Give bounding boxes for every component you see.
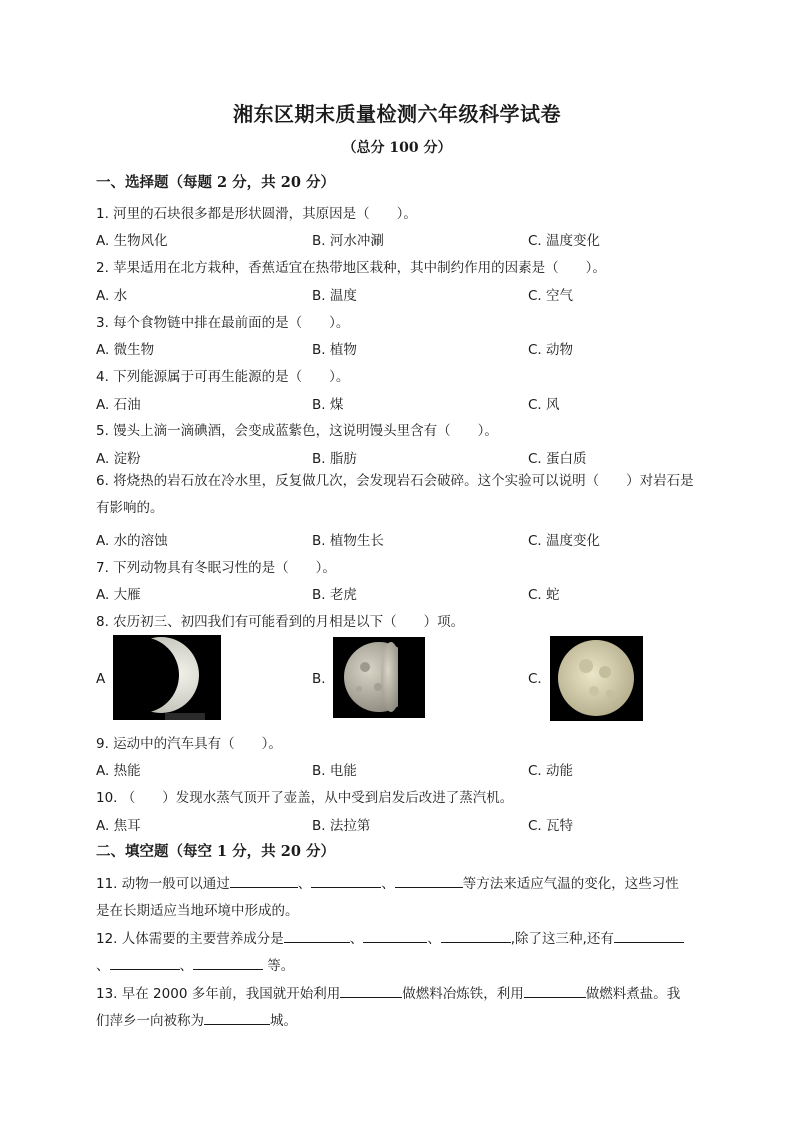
fill-11-sep-1: 、 — [297, 876, 312, 892]
question-stem-8: 8. 农历初三、初四我们有可能看到的月相是以下（ ）项。 — [96, 614, 465, 630]
option-5-c: C. 蛋白质 — [528, 451, 587, 467]
fill-question-11 — [96, 872, 679, 892]
question-stem-4: 4. 下列能源属于可再生能源的是（ ）。 — [96, 369, 350, 385]
half-moon-icon — [333, 637, 425, 718]
option-8-c: C. — [528, 671, 542, 687]
option-2-c: C. 空气 — [528, 288, 574, 304]
question-stem-2: 2. 苹果适用在北方栽种，香蕉适宜在热带地区栽种，其中制约作用的因素是（ ）。 — [96, 260, 606, 276]
fill-11-line-2: 是在长期适应当地环境中形成的。 — [96, 903, 299, 919]
option-10-c: C. 瓦特 — [528, 818, 574, 834]
fill-12-sep-1: 、 — [349, 931, 364, 947]
option-2-a: A. 水 — [96, 288, 128, 304]
option-7-b: B. 老虎 — [312, 587, 357, 603]
question-stem-3: 3. 每个食物链中排在最前面的是（ ）。 — [96, 315, 350, 331]
section-heading-fill: 二、填空题（每空 1 分，共 20 分） — [96, 843, 335, 860]
fill-12-sep-3: 、 — [179, 958, 193, 974]
question-stem-9: 9. 运动中的汽车具有（ ）。 — [96, 736, 282, 752]
answer-blank[interactable] — [193, 955, 263, 970]
option-5-b: B. 脂肪 — [312, 451, 357, 467]
option-7-a: A. 大雁 — [96, 587, 141, 603]
answer-blank[interactable] — [524, 983, 586, 998]
fill-11-sep-2: 、 — [381, 876, 395, 892]
fill-13-text-c: 做燃料煮盐。我 — [585, 986, 681, 1002]
answer-blank[interactable] — [230, 873, 298, 888]
option-7-c: C. 蛇 — [528, 587, 560, 603]
option-6-a: A. 水的溶蚀 — [96, 533, 168, 549]
option-4-b: B. 煤 — [312, 397, 344, 413]
option-10-b: B. 法拉第 — [312, 818, 371, 834]
question-stem-7: 7. 下列动物具有冬眠习性的是（ ）。 — [96, 560, 336, 576]
fill-13-line-2 — [96, 1009, 297, 1029]
crescent-moon-icon — [113, 635, 221, 720]
option-9-c: C. 动能 — [528, 763, 574, 779]
option-4-c: C. 风 — [528, 397, 560, 413]
answer-blank[interactable] — [395, 873, 463, 888]
option-1-c: C. 温度变化 — [528, 233, 601, 249]
fill-13-text-d: 们萍乡一向被称为 — [96, 1013, 204, 1029]
fill-11-text-b: 等方法来适应气温的变化，这些习性 — [462, 876, 679, 892]
fill-11-text-a: 11. 动物一般可以通过 — [96, 876, 230, 892]
fill-13-text-e: 城。 — [270, 1013, 297, 1029]
answer-blank[interactable] — [441, 928, 511, 943]
option-6-c: C. 温度变化 — [528, 533, 601, 549]
question-stem-6: 6. 将烧热的岩石放在冷水里，反复做几次，会发现岩石会破碎。这个实验可以说明（ ）对岩石是有影响的。 — [96, 473, 694, 516]
option-1-a: A. 生物风化 — [96, 233, 168, 249]
fill-12-sep-2: 、 — [427, 931, 441, 947]
question-stem-5: 5. 馒头上滴一滴碘酒，会变成蓝紫色，这说明馒头里含有（ ）。 — [96, 423, 498, 439]
question-stem-10: 10. （ ）发现水蒸气顶开了壶盖，从中受到启发后改进了蒸汽机。 — [96, 790, 514, 806]
fill-12-line-2 — [96, 954, 294, 974]
fill-question-13 — [96, 982, 680, 1002]
option-5-a: A. 淀粉 — [96, 451, 141, 467]
full-moon-icon — [550, 636, 643, 721]
section-heading-choice: 一、选择题（每题 2 分，共 20 分） — [96, 174, 335, 191]
page-subtitle: （总分 100 分） — [342, 140, 452, 156]
fill-question-12 — [96, 927, 684, 947]
option-3-a: A. 微生物 — [96, 342, 155, 358]
option-8-a: A — [96, 671, 106, 687]
option-3-b: B. 植物 — [312, 342, 357, 358]
answer-blank[interactable] — [340, 983, 402, 998]
option-2-b: B. 温度 — [312, 288, 357, 304]
option-10-a: A. 焦耳 — [96, 818, 141, 834]
fill-13-text-b: 做燃料冶炼铁，利用 — [402, 986, 524, 1002]
option-9-a: A. 热能 — [96, 763, 141, 779]
fill-12-text-a: 12. 人体需要的主要营养成分是 — [96, 931, 284, 947]
option-8-b: B. — [312, 671, 326, 687]
fill-12-text-c: 、 — [96, 958, 110, 974]
answer-blank[interactable] — [204, 1010, 270, 1025]
option-6-b: B. 植物生长 — [312, 533, 384, 549]
answer-blank[interactable] — [363, 928, 427, 943]
option-1-b: B. 河水冲涮 — [312, 233, 384, 249]
answer-blank[interactable] — [110, 955, 180, 970]
fill-12-text-d: 等。 — [267, 958, 295, 974]
answer-blank[interactable] — [311, 873, 381, 888]
fill-12-text-b: ,除了这三种,还有 — [510, 931, 614, 947]
answer-blank[interactable] — [614, 928, 684, 943]
question-stem-1: 1. 河里的石块很多都是形状圆滑，其原因是（ ）。 — [96, 206, 417, 222]
option-9-b: B. 电能 — [312, 763, 357, 779]
option-3-c: C. 动物 — [528, 342, 574, 358]
fill-13-text-a: 13. 早在 2000 多年前，我国就开始利用 — [96, 986, 341, 1002]
answer-blank[interactable] — [284, 928, 350, 943]
page-title: 湘东区期末质量检测六年级科学试卷 — [233, 102, 561, 126]
option-4-a: A. 石油 — [96, 397, 141, 413]
